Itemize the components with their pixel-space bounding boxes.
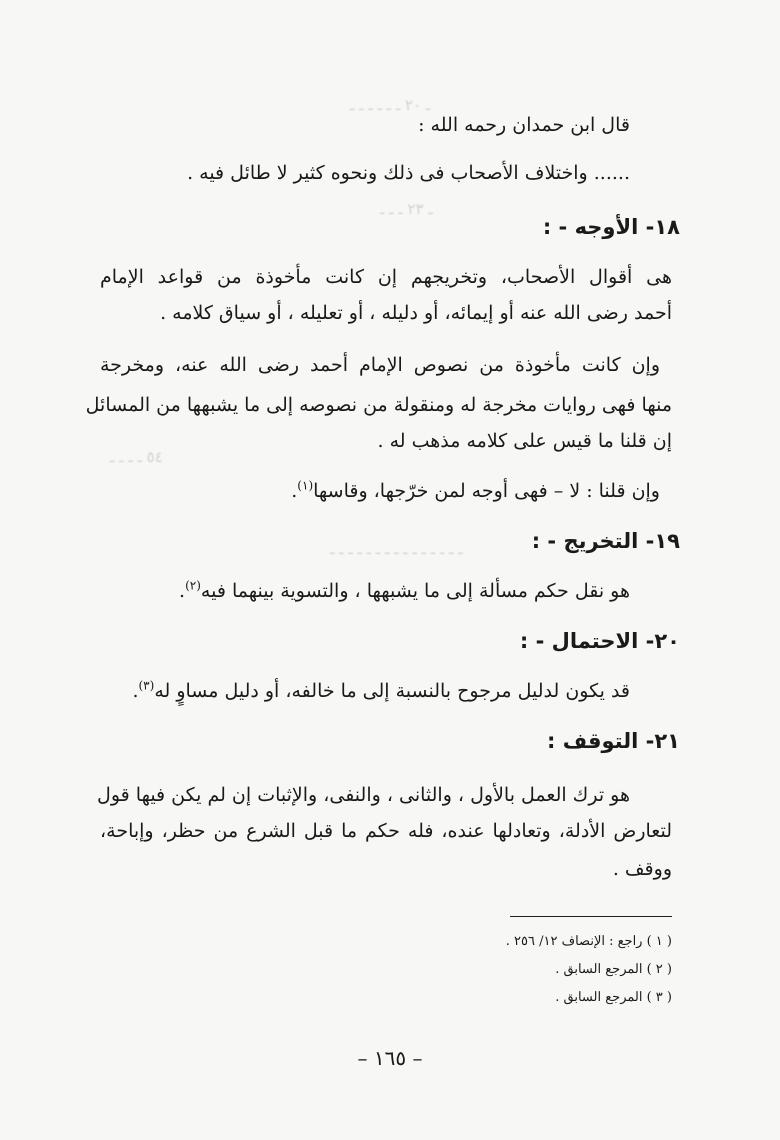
paragraph-line: إن قلنا ما قيس على كلامه مذهب له . <box>377 430 672 452</box>
paragraph-line <box>100 676 630 706</box>
footnote-3: ( ٣ ) المرجع السابق . <box>555 990 672 1005</box>
footnote-ref-3[interactable]: (٣) <box>138 678 155 693</box>
footnote-divider <box>510 916 672 917</box>
page-number: – ١٦٥ – <box>357 1046 423 1070</box>
paragraph-text: وإن قلنا : لا – فهى أوجه لمن خرّجها، وقاسها <box>313 480 660 502</box>
paragraph-line: منها فهى روايات مخرجة له ومنقولة من نصوصه إلى ما يشبهها من المسائل <box>85 394 672 416</box>
section-heading-18: ١٨- الأوجه - : <box>542 215 680 239</box>
paragraph-line <box>100 476 660 506</box>
paragraph-end: . <box>291 480 298 502</box>
bleed-through-mark: ﻿ ـ ٢٠ ـ ـ ـ ـ ـ ـ <box>350 96 436 114</box>
bleed-through-mark: ـ ٢٣ ـ ـ ـ <box>380 200 433 218</box>
paragraph-line: وإن كانت مأخوذة من نصوص الإمام أحمد رضى الله عنه، ومخرجة <box>100 354 660 376</box>
paragraph-line: هى أقوال الأصحاب، وتخريجهم إن كانت مأخوذة من قواعد الإمام <box>100 266 672 288</box>
paragraph-line: لتعارض الأدلة، وتعادلها عنده، فله حكم ما قبل الشرع من حظر، وإباحة، <box>100 820 672 842</box>
footnote-2: ( ٢ ) المرجع السابق . <box>555 962 672 977</box>
paragraph-text: قد يكون لدليل مرجوح بالنسبة إلى ما خالفه، أو دليل مساوٍ له <box>154 680 630 702</box>
footnote-1: ( ١ ) راجع : الإنصاف ١٢/ ٢٥٦ . <box>505 934 672 949</box>
footnote-ref-1[interactable]: (١) <box>297 478 314 493</box>
paragraph-line: أحمد رضى الله عنه أو إيمائه، أو دليله ، أو تعليله ، أو سياق كلامه . <box>160 302 672 324</box>
section-heading-20: ٢٠- الاحتمال - : <box>519 629 680 653</box>
bleed-through-mark: ـ ـ ـ ـ ـ ـ ـ ـ ـ ـ ـ ـ ـ ـ ـ <box>330 540 463 558</box>
quote-line: ...... واختلاف الأصحاب فى ذلك ونحوه كثير لا طائل فيه . <box>187 162 630 184</box>
paragraph-end: . <box>179 580 186 602</box>
intro-line: قال ابن حمدان رحمه الله : <box>418 114 630 136</box>
paragraph-line: ووقف . <box>612 858 672 880</box>
paragraph-end: . <box>132 680 139 702</box>
paragraph-line: هو ترك العمل بالأول ، والثانى ، والنفى، والإثبات إن لم يكن فيها قول <box>97 784 630 806</box>
paragraph-text: هو نقل حكم مسألة إلى ما يشبهها ، والتسوية بينهما فيه <box>200 580 630 602</box>
footnote-ref-2[interactable]: (٢) <box>185 578 201 593</box>
section-heading-21: ٢١- التوقف : <box>547 729 680 753</box>
paragraph-line <box>100 576 630 606</box>
section-heading-19: ١٩- التخريج - : <box>531 529 680 553</box>
bleed-through-mark: ٥٤ ـ ـ ـ ـ <box>110 448 163 466</box>
